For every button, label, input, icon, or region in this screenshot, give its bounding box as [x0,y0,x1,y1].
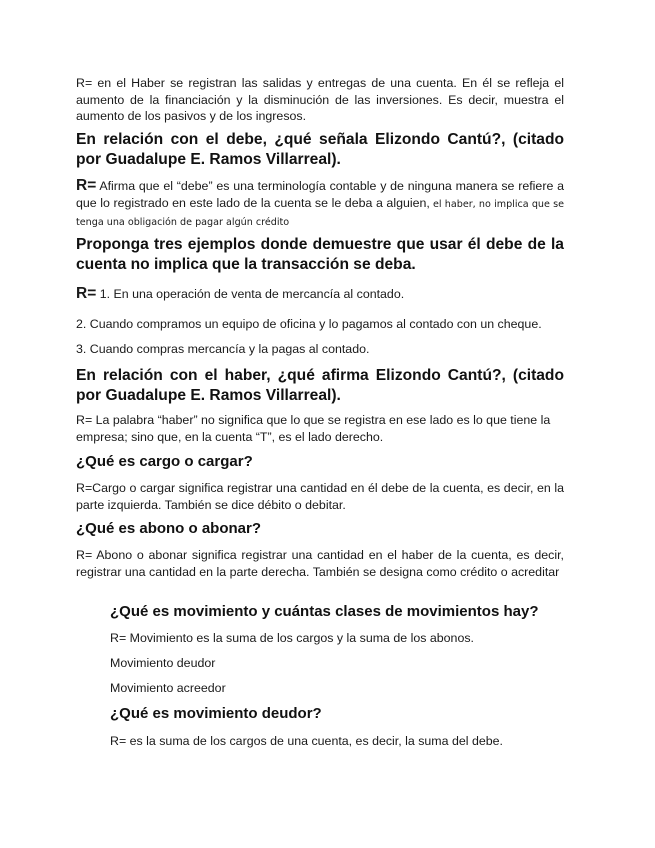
answer-debe-elizondo [76,178,564,232]
question-movimiento: ¿Qué es movimiento y cuántas clases de movimientos hay? [110,603,539,620]
example-1-text: 1. En una operación de venta de mercancía al contado. [96,287,405,301]
answer-haber-elizondo: R= La palabra “haber” no significa que lo que se registra en ese lado es lo que tiene la empresa; sino que, en la cuenta “T”, es el lado derecho. [76,413,551,444]
answer-cargo: R=Cargo o cargar significa registrar una cantidad en él debe de la cuenta, es decir, en la parte izquierda. También se dice débito o debitar. [76,481,564,512]
haber-answer-paragraph: R= en el Haber se registran las salidas y entregas de una cuenta. En él se refleja el aumento de la financiación y la disminución de las inversiones. Es decir, muestra el aumento de los pasivos y de los ingresos. [76,76,564,123]
answer-prefix: R= [76,177,97,194]
question-cargo: ¿Qué es cargo o cargar? [76,453,253,470]
question-movimiento-deudor: ¿Qué es movimiento deudor? [110,705,322,722]
question-haber-elizondo: En relación con el haber, ¿qué afirma Elizondo Cantú?, (citado por Guadalupe E. Ramos Villarreal). [76,367,564,404]
question-tres-ejemplos: Proponga tres ejemplos donde demuestre que usar él debe de la cuenta no implica que la transacción se deba. [76,236,564,273]
example-3: 3. Cuando compras mercancía y la pagas al contado. [76,342,370,356]
example-2: 2. Cuando compramos un equipo de oficina y lo pagamos al contado con un cheque. [76,317,542,331]
answer-movimiento: R= Movimiento es la suma de los cargos y la suma de los abonos. [110,631,474,645]
answer-small-text: el haber, no implica que se tenga una obligación de pagar algún crédito [76,198,565,228]
answer-prefix: R= [76,285,97,302]
answer-abono: R= Abono o abonar significa registrar una cantidad en el haber de la cuenta, es decir, registrar una cantidad en la parte derecha. También se designa como crédito o acreditar [76,548,564,579]
answer-movimiento-deudor: R= es la suma de los cargos de una cuenta, es decir, la suma del debe. [110,734,503,748]
question-debe-elizondo: En relación con el debe, ¿qué señala Elizondo Cantú?, (citado por Guadalupe E. Ramos Villarreal). [76,131,564,168]
question-abono: ¿Qué es abono o abonar? [76,520,262,537]
example-1 [76,286,564,303]
movimiento-deudor-item: Movimiento deudor [110,656,216,670]
movimiento-acreedor-item: Movimiento acreedor [110,681,226,695]
answer-text: Afirma que el “debe” es una terminología contable y de ninguna manera se refiere a que lo registrado en este lado de la cuenta se le deba a alguien, [76,179,564,210]
